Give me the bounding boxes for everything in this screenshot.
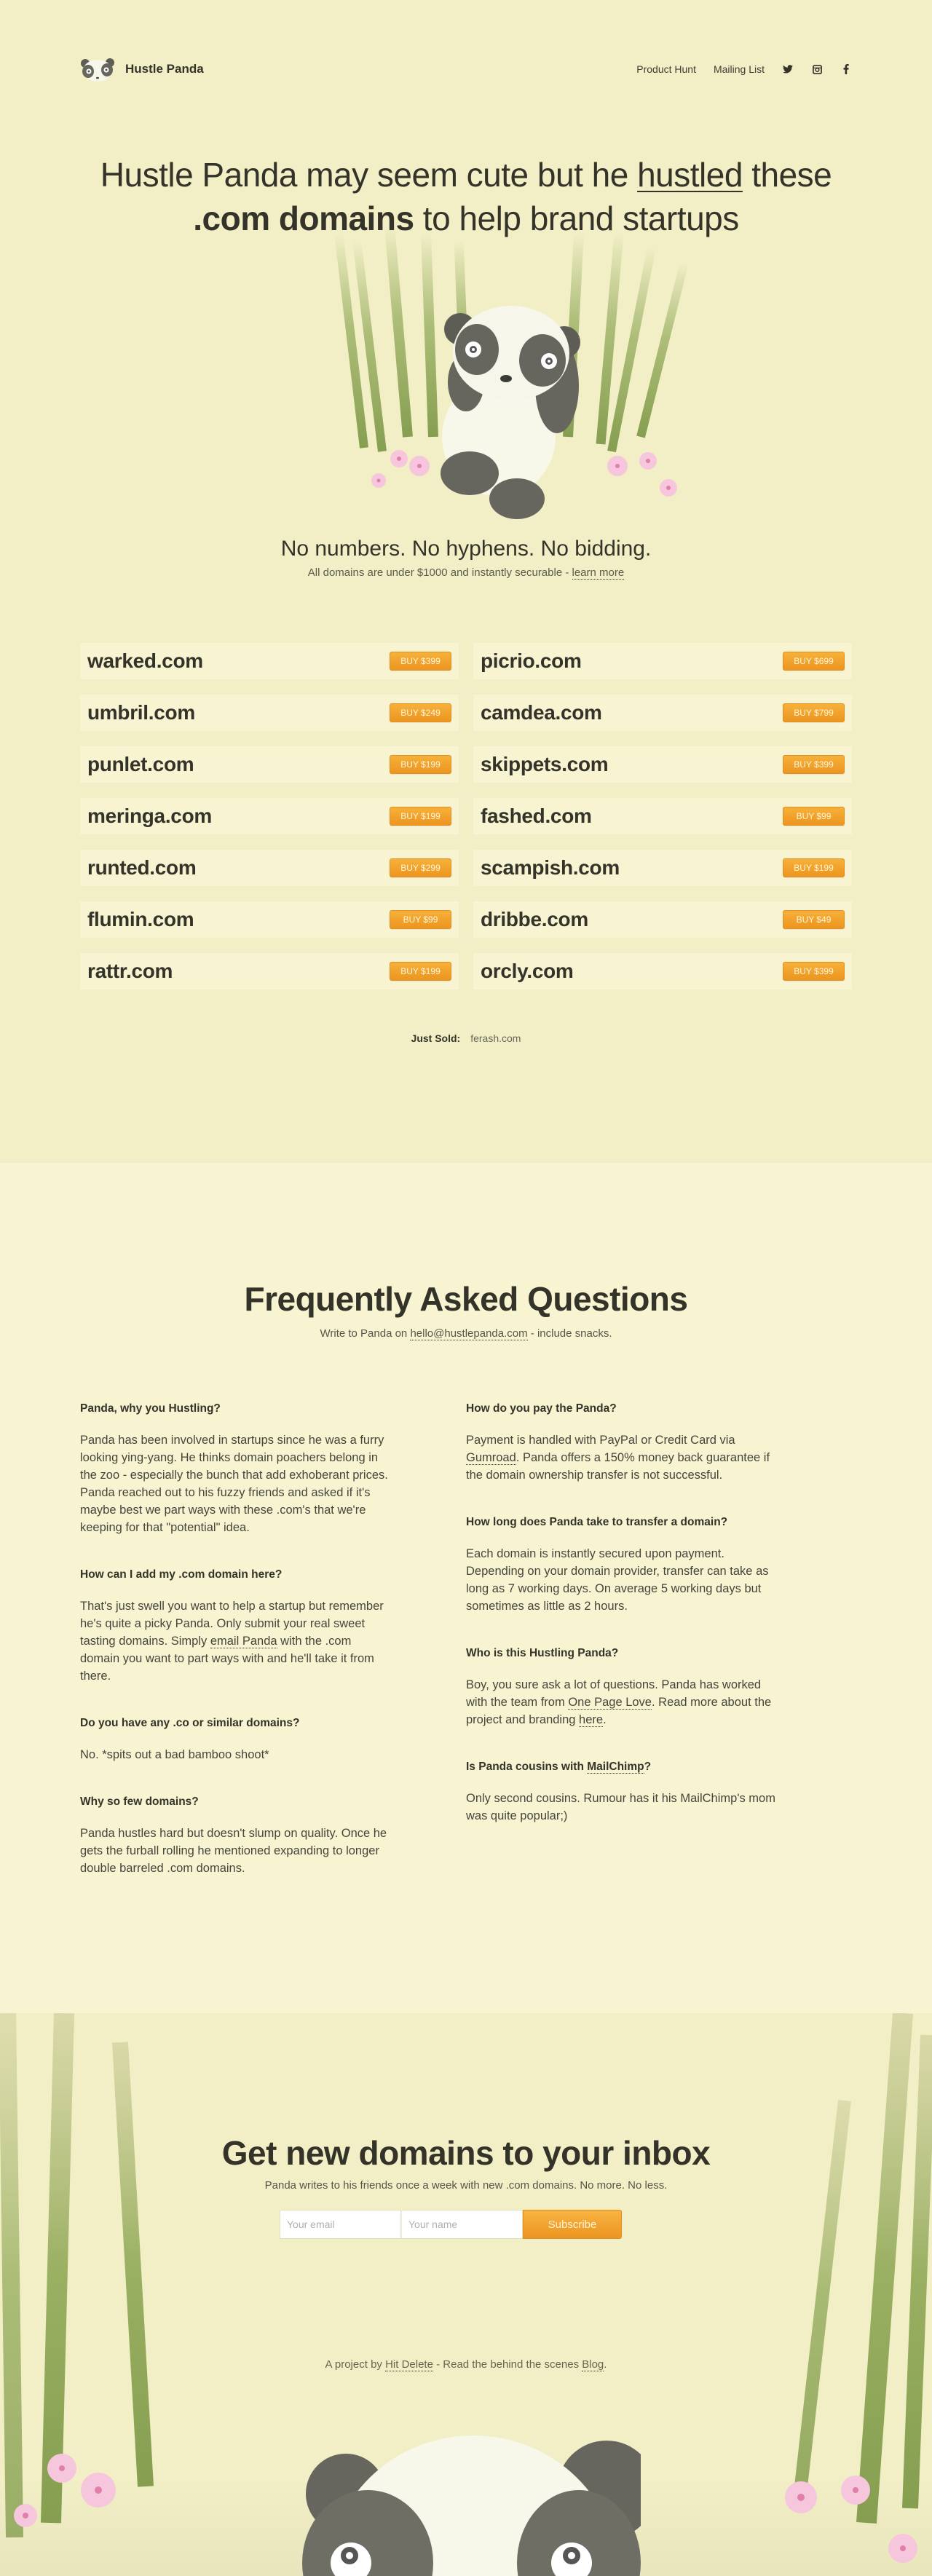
bamboo-left-decoration — [0, 2013, 175, 2576]
hustled-link[interactable]: hustled — [637, 156, 743, 194]
buy-button[interactable]: BUY $199 — [390, 755, 451, 774]
domain-list — [80, 643, 852, 989]
buy-button[interactable]: BUY $99 — [783, 807, 845, 826]
subscribe-title: Get new domains to your inbox — [221, 2134, 711, 2172]
blog-link[interactable]: Blog — [582, 2358, 604, 2371]
subtag-text: All domains are under $1000 and instantly securable - — [307, 566, 572, 579]
domain-row — [80, 901, 459, 938]
nav-link-mailing-list[interactable]: Mailing List — [713, 63, 765, 75]
panda-logo-icon — [79, 57, 116, 82]
question-text: Is Panda cousins with — [466, 1761, 588, 1773]
branding-here-link[interactable]: here — [579, 1713, 604, 1726]
peeking-panda-illustration — [291, 2425, 641, 2576]
buy-button[interactable]: BUY $99 — [390, 910, 451, 929]
faq-subtitle — [0, 1327, 932, 1340]
domain-name: meringa.com — [87, 805, 212, 827]
faq-question: Do you have any .co or similar domains? — [80, 1717, 300, 1729]
faq-item — [80, 1401, 393, 1536]
domain-name: umbril.com — [87, 701, 195, 724]
brand-home-link[interactable] — [79, 57, 204, 82]
just-sold — [0, 1032, 932, 1044]
domain-name: rattr.com — [87, 960, 173, 982]
nav-links — [636, 63, 852, 75]
domain-row — [473, 850, 852, 886]
domain-row — [473, 746, 852, 783]
buy-button[interactable]: BUY $399 — [783, 755, 845, 774]
faq-answer: Only second cousins. Rumour has it his MailChimp's mom was quite popular;) — [466, 1792, 775, 1822]
gumroad-link[interactable]: Gumroad — [466, 1451, 516, 1464]
hero-section — [0, 0, 932, 1162]
email-link[interactable]: hello@hustlepanda.com — [410, 1327, 528, 1340]
question-text: ? — [644, 1761, 652, 1773]
just-sold-value: ferash.com — [470, 1032, 521, 1044]
faq-column-right — [466, 1401, 779, 1855]
domain-row — [80, 746, 459, 783]
faq-question — [466, 1759, 779, 1775]
buy-button[interactable]: BUY $49 — [783, 910, 845, 929]
buy-button[interactable]: BUY $199 — [390, 962, 451, 981]
buy-button[interactable]: BUY $199 — [390, 807, 451, 826]
domain-name: punlet.com — [87, 753, 194, 775]
faq-answer: Panda hustles hard but doesn't slump on quality. Once he gets the furball rolling he mentioned expanding to longer double barreled .com domains. — [80, 1827, 387, 1875]
faq-title: Frequently Asked Questions — [244, 1280, 688, 1318]
domain-name: flumin.com — [87, 908, 194, 931]
faq-item — [466, 1401, 779, 1484]
domain-name: camdea.com — [481, 701, 602, 724]
faq-question: How do you pay the Panda? — [466, 1402, 617, 1415]
name-input[interactable] — [401, 2210, 523, 2239]
footer-credits — [0, 2358, 932, 2371]
just-sold-label: Just Sold: — [411, 1032, 461, 1044]
faq-question: How long does Panda take to transfer a domain? — [466, 1516, 728, 1528]
answer-text: Boy, you sure ask a lot of questions. Panda has worked with the team from — [466, 1678, 762, 1709]
bamboo-stalks-right — [568, 233, 684, 451]
faq-answer — [466, 1431, 779, 1484]
credits-text: A project by — [325, 2358, 386, 2371]
email-panda-link[interactable]: email Panda — [210, 1635, 277, 1648]
faq-item — [466, 1645, 779, 1728]
subscribe-form — [280, 2210, 622, 2239]
domain-row — [80, 695, 459, 731]
faq-section — [0, 1162, 932, 2013]
faq-question: Why so few domains? — [80, 1795, 199, 1808]
faq-sub-text: - include snacks. — [527, 1327, 612, 1340]
domain-row — [473, 901, 852, 938]
brand-name: Hustle Panda — [125, 62, 204, 76]
credits-text: - Read the behind the scenes — [433, 2358, 582, 2371]
domain-name: picrio.com — [481, 649, 582, 672]
faq-item — [80, 1715, 393, 1763]
headline-text: these — [742, 156, 832, 194]
domain-name: dribbe.com — [481, 908, 588, 931]
domain-row — [80, 850, 459, 886]
buy-button[interactable]: BUY $199 — [783, 858, 845, 877]
facebook-icon[interactable] — [840, 63, 852, 75]
faq-item — [466, 1759, 779, 1825]
faq-answer: No. *spits out a bad bamboo shoot* — [80, 1748, 269, 1761]
one-page-love-link[interactable]: One Page Love — [568, 1696, 652, 1709]
answer-text: Payment is handled with PayPal or Credit Card via — [466, 1434, 735, 1447]
faq-item — [80, 1794, 393, 1877]
domain-name: warked.com — [87, 649, 203, 672]
domain-name: orcly.com — [481, 960, 574, 982]
buy-button[interactable]: BUY $249 — [390, 703, 451, 722]
subscribe-button[interactable]: Subscribe — [523, 2210, 622, 2239]
faq-item — [80, 1567, 393, 1685]
answer-text: . — [603, 1713, 607, 1726]
faq-answer — [466, 1676, 779, 1728]
domain-row — [473, 953, 852, 989]
hero-tagline: No numbers. No hyphens. No bidding. — [280, 537, 652, 561]
faq-question: Who is this Hustling Panda? — [466, 1647, 619, 1659]
headline-text: Hustle Panda may seem cute but he — [100, 156, 638, 194]
domain-name: scampish.com — [481, 856, 620, 879]
domain-name: skippets.com — [481, 753, 609, 775]
domain-row — [473, 695, 852, 731]
faq-item — [466, 1514, 779, 1615]
subscribe-description: Panda writes to his friends once a week with new .com domains. No more. No less. — [264, 2179, 668, 2192]
headline-bold: .com domains — [193, 199, 414, 237]
panda-bamboo-illustration — [320, 218, 699, 524]
email-input[interactable] — [280, 2210, 401, 2239]
instagram-icon[interactable] — [811, 63, 823, 75]
domain-name: runted.com — [87, 856, 197, 879]
faq-answer: Panda has been involved in startups since he was a furry looking ying-yang. He thinks domain poachers belong in the zoo - especially the bunch that add exhoberant prices. Panda reached out to his fuzzy friends and asked if it's maybe best we part ways with these .com's that we're keeping for that "potential" idea. — [80, 1434, 388, 1534]
faq-sub-text: Write to Panda on — [320, 1327, 411, 1340]
credits-text: . — [604, 2358, 607, 2371]
bamboo-right-decoration — [757, 2013, 932, 2576]
faq-question: Panda, why you Hustling? — [80, 1402, 221, 1415]
answer-text: That's just swell you want to help a startup but remember he's quite a picky Panda. Only submit your real sweet tasting domains. Simply — [80, 1600, 384, 1648]
twitter-icon[interactable] — [782, 63, 794, 75]
buy-button[interactable]: BUY $399 — [783, 962, 845, 981]
answer-text: . Panda offers a 150% money back guarantee if the domain ownership transfer is not successful. — [466, 1451, 770, 1482]
domain-row — [80, 953, 459, 989]
faq-answer — [80, 1597, 393, 1685]
buy-button[interactable]: BUY $799 — [783, 703, 845, 722]
domain-row — [80, 643, 459, 679]
mailchimp-link[interactable]: MailChimp — [587, 1761, 644, 1773]
domain-row — [473, 798, 852, 834]
headline-text: to help brand startups — [414, 199, 739, 237]
top-nav — [79, 57, 852, 82]
faq-question: How can I add my .com domain here? — [80, 1568, 283, 1581]
panda-body — [441, 306, 580, 519]
faq-column-left — [80, 1401, 393, 1908]
nav-link-product-hunt[interactable]: Product Hunt — [636, 63, 696, 75]
domain-row — [473, 643, 852, 679]
learn-more-link[interactable]: learn more — [572, 566, 625, 579]
hit-delete-link[interactable]: Hit Delete — [385, 2358, 433, 2371]
domain-row — [80, 798, 459, 834]
answer-text: with the .com domain you want to part ways with and he'll take it from there. — [80, 1635, 374, 1683]
subscribe-footer-section — [0, 2013, 932, 2576]
faq-answer: Each domain is instantly secured upon payment. Depending on your domain provider, transfer can take as long as 7 working days. On average 5 working days but sometimes as little as 2 hours. — [466, 1547, 769, 1613]
answer-text: . Read more about the project and branding — [466, 1696, 772, 1726]
buy-button[interactable]: BUY $299 — [390, 858, 451, 877]
buy-button[interactable]: BUY $699 — [783, 652, 845, 671]
hero-subtag — [0, 566, 932, 579]
buy-button[interactable]: BUY $399 — [390, 652, 451, 671]
domain-name: fashed.com — [481, 805, 592, 827]
